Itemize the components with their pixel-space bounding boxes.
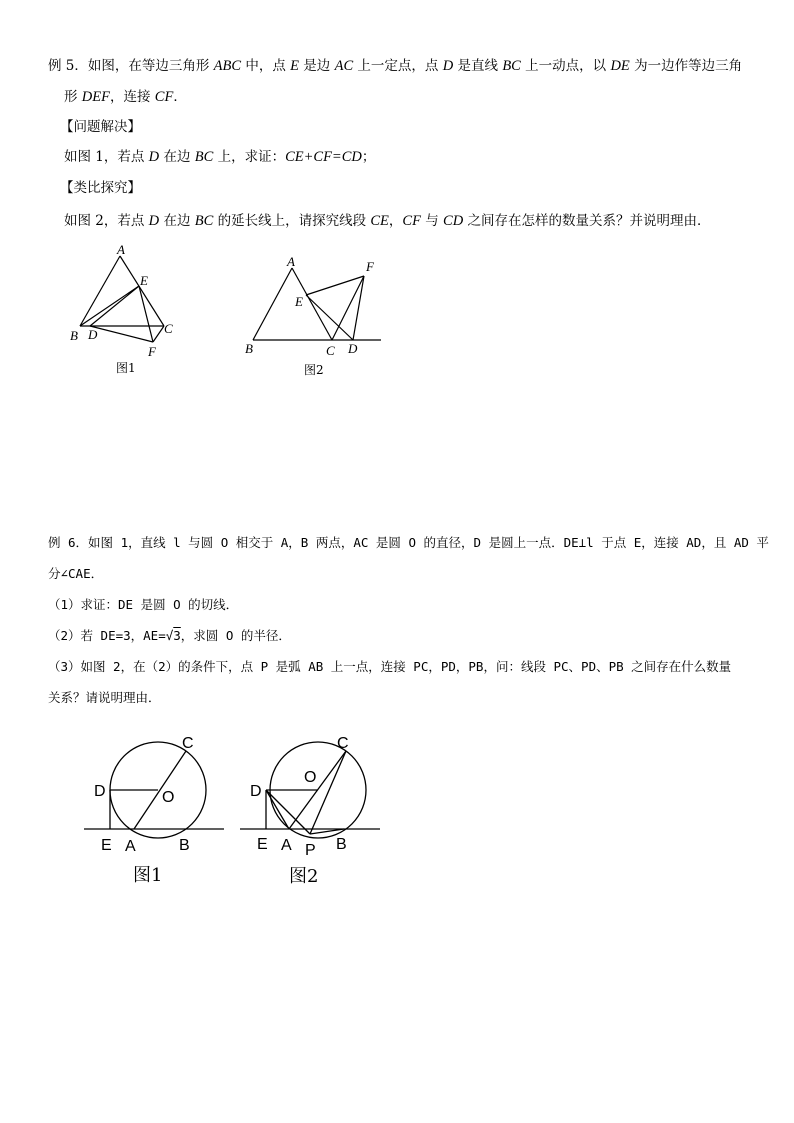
ex6-line2: 分∠CAE． (48, 566, 104, 581)
text: ABC (213, 58, 242, 74)
ex5-line3 (64, 147, 375, 167)
text: ，连接 (109, 89, 155, 105)
text: D (148, 149, 160, 165)
label-c: C (182, 735, 194, 752)
ex5-figure2 (240, 250, 390, 380)
text: 在边 (159, 213, 195, 229)
segment-ef (139, 286, 153, 342)
text: 如图 1，若点 (64, 149, 149, 165)
segment-fc (332, 276, 364, 340)
text: 例 5．如图，在等边三角形 (48, 58, 214, 74)
label-c: C (164, 321, 173, 336)
ex6-line1: 例 6．如图 1，直线 l 与圆 O 相交于 A，B 两点，AC 是圆 O 的直径，D 是圆上一点．DE⊥l 于点 E，连接 AD，且 AD 平 (48, 535, 769, 550)
label-a: A (281, 837, 292, 854)
label-d: D (250, 783, 262, 800)
text: BC (502, 58, 521, 74)
figure2-caption: 图2 (304, 363, 324, 377)
label-b: B (179, 837, 190, 854)
text: CE (370, 213, 389, 229)
text: 上一动点，以 (520, 58, 611, 74)
text: CD (443, 213, 464, 229)
figure1-caption: 图1 (116, 361, 136, 375)
text: ， (388, 213, 403, 229)
text: 之间存在怎样的数量关系？并说明理由． (463, 213, 711, 229)
label-d: D (94, 783, 106, 800)
segment-df (90, 326, 153, 342)
figure1-caption: 图1 (133, 865, 163, 886)
label-b: B (70, 328, 78, 343)
segment-fd (353, 276, 364, 340)
text: 的延长线上，请探究线段 (213, 213, 371, 229)
ex5-section-analogy: 【类比探究】 (60, 180, 141, 196)
segment-ac (120, 256, 164, 326)
ex5-line2 (64, 87, 187, 107)
label-b: B (336, 836, 347, 853)
label-e: E (295, 294, 303, 309)
text: 形 (64, 89, 82, 105)
text: （2）若 DE=3，AE= (48, 628, 166, 643)
text: E (290, 58, 300, 74)
text: 与 (420, 213, 444, 229)
text: CF (402, 213, 421, 229)
text: CE+CF=CD (285, 149, 362, 165)
label-f: F (148, 344, 156, 359)
text: 如图 2，若点 (64, 213, 149, 229)
label-a: A (287, 254, 295, 269)
text: CF (154, 89, 174, 105)
text: D (442, 58, 454, 74)
text: 为一边作等边三角 (629, 58, 743, 74)
text: BC (194, 149, 214, 165)
text: 是边 (299, 58, 335, 74)
ex5-line4 (64, 211, 710, 231)
text: 上，求证： (213, 149, 286, 165)
label-o: O (162, 789, 175, 806)
figure2-caption: 图2 (289, 866, 319, 887)
text: DEF (81, 89, 110, 105)
text: 上一定点，点 (353, 58, 443, 74)
segment-cf (153, 326, 164, 342)
label-f: F (366, 259, 374, 274)
sqrt-symbol: √ (165, 628, 174, 643)
ex5-section-problem-solving: 【问题解决】 (60, 119, 141, 135)
ex5-figure1 (60, 238, 190, 378)
label-b: B (245, 341, 253, 356)
sqrt-value: 3 (173, 628, 181, 643)
segment-ab (80, 256, 120, 326)
label-p: P (305, 842, 316, 859)
text: BC (194, 213, 214, 229)
segment-ab (253, 268, 292, 340)
label-e: E (257, 836, 268, 853)
ex6-figure2 (240, 730, 390, 890)
label-o: O (304, 769, 317, 786)
ex5-line1 (48, 56, 742, 76)
text: 在边 (159, 149, 195, 165)
label-a: A (117, 242, 125, 257)
text: ； (361, 149, 376, 165)
ex6-question3-line2: 关系？请说明理由． (48, 690, 161, 705)
ex6-figure1 (84, 730, 234, 890)
ex6-question2 (48, 626, 291, 646)
ex6-question3-line1: （3）如图 2，在（2）的条件下，点 P 是弧 AB 上一点，连接 PC，PD，PB，问：线段 PC、PD、PB 之间存在什么数量 (48, 659, 732, 674)
label-a: A (125, 838, 136, 855)
label-c: C (326, 343, 335, 358)
text: AC (334, 58, 354, 74)
text: D (148, 213, 160, 229)
text: ． (173, 89, 187, 105)
text: 中，点 (241, 58, 291, 74)
text: DE (610, 58, 630, 74)
segment-de (90, 286, 139, 326)
label-e: E (140, 273, 148, 288)
ex6-question1: （1）求证：DE 是圆 O 的切线． (48, 597, 239, 612)
segment-be (80, 286, 139, 326)
label-e: E (101, 837, 112, 854)
label-d: D (348, 341, 358, 356)
label-d: D (88, 327, 98, 342)
segment-ed (306, 295, 353, 340)
label-c: C (337, 735, 349, 752)
text: ，求圆 O 的半径． (180, 628, 291, 643)
text: 是直线 (453, 58, 503, 74)
